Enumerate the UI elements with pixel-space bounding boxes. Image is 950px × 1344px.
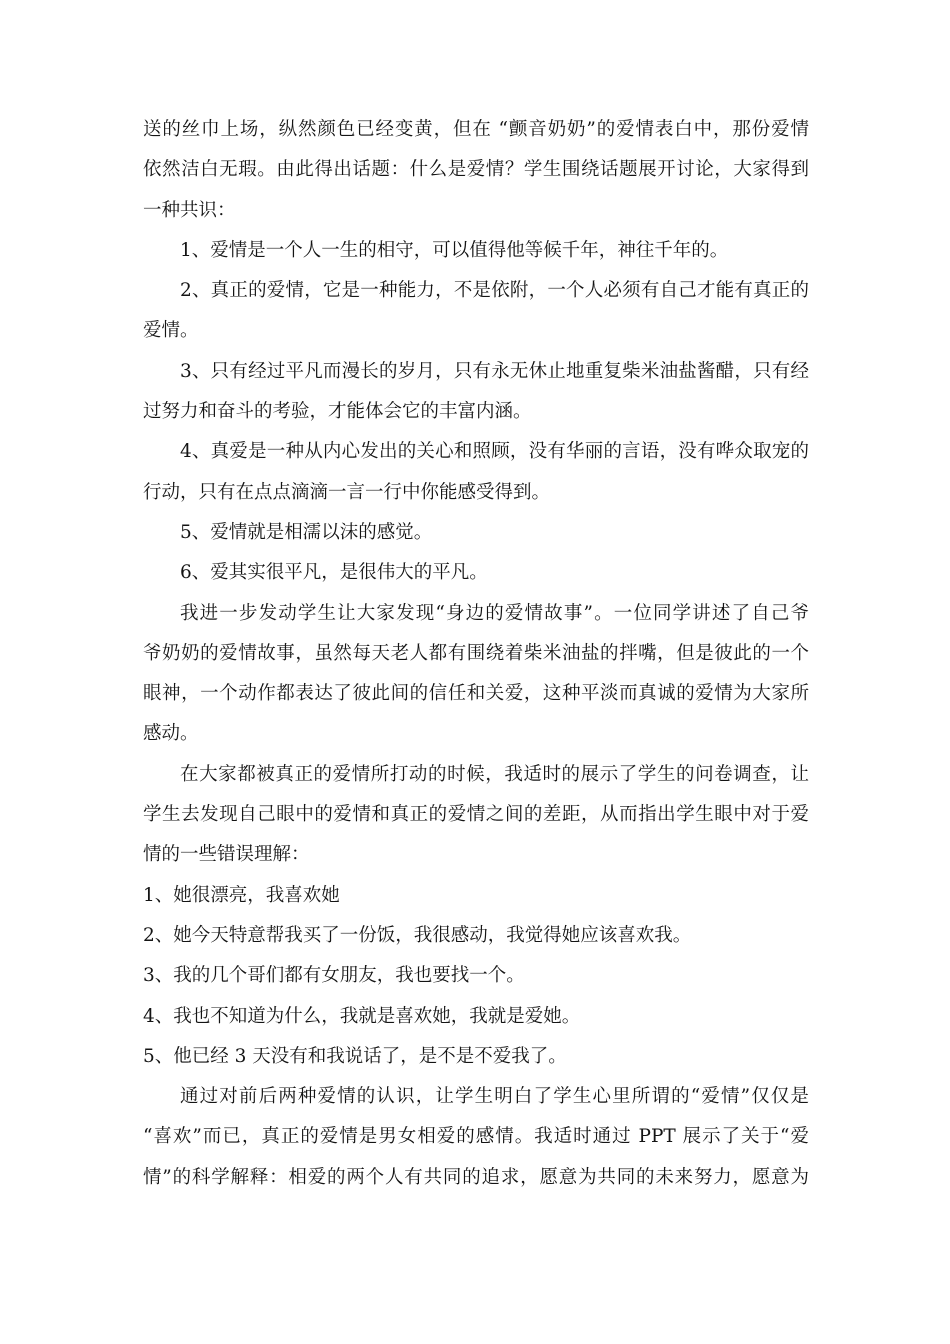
text-line: 3、只有经过平凡而漫长的岁月，只有永无休止地重复柴米油盐酱醋，只有经 [180, 360, 809, 382]
text-line: 6、爱其实很平凡，是很伟大的平凡。 [180, 562, 488, 584]
text-line: 3、我的几个哥们都有女朋友，我也要找一个。 [143, 965, 525, 987]
text-line: 依然洁白无瑕。由此得出话题：什么是爱情？学生围绕话题展开讨论，大家得到 [143, 159, 809, 181]
text-line: 眼神，一个动作都表达了彼此间的信任和关爱，这种平淡而真诚的爱情为大家所 [143, 683, 809, 705]
text-line: 2、真正的爱情，它是一种能力，不是依附，一个人必须有自己才能有真正的 [180, 280, 809, 302]
text-line: 感动。 [143, 723, 199, 745]
text-line: 4、真爱是一种从内心发出的关心和照顾，没有华丽的言语，没有哗众取宠的 [180, 441, 809, 463]
text-line: 2、她今天特意帮我买了一份饭，我很感动，我觉得她应该喜欢我。 [143, 924, 692, 946]
text-line: 爷奶奶的爱情故事，虽然每天老人都有围绕着柴米油盐的拌嘴，但是彼此的一个 [143, 642, 809, 664]
text-line: 情的一些错误理解： [143, 844, 310, 866]
document-body [143, 110, 809, 1198]
text-line: 5、他已经 3 天没有和我说话了，是不是不爱我了。 [143, 1045, 567, 1067]
text-line: 一种共识： [143, 199, 236, 221]
text-line: 行动，只有在点点滴滴一言一行中你能感受得到。 [143, 481, 551, 503]
text-line: 送的丝巾上场，纵然颜色已经变黄，但在 “颤音奶奶”的爱情表白中，那份爱情 [143, 119, 809, 140]
text-line: 5、爱情就是相濡以沫的感觉。 [180, 521, 433, 543]
text-line: 通过对前后两种爱情的认识，让学生明白了学生心里所谓的“爱情”仅仅是 [180, 1086, 809, 1108]
text-line: 过努力和奋斗的考验，才能体会它的丰富内涵。 [143, 401, 532, 423]
text-line: 学生去发现自己眼中的爱情和真正的爱情之间的差距，从而指出学生眼中对于爱 [143, 804, 809, 826]
text-line: 我进一步发动学生让大家发现“身边的爱情故事”。一位同学讲述了自己爷 [180, 602, 809, 624]
text-line: 1、爱情是一个人一生的相守，可以值得他等候千年，神往千年的。 [180, 239, 729, 261]
text-line: 4、我也不知道为什么，我就是喜欢她，我就是爱她。 [143, 1005, 581, 1027]
text-line: 情”的科学解释：相爱的两个人有共同的追求，愿意为共同的未来努力，愿意为 [143, 1166, 809, 1188]
text-line: 爱情。 [143, 320, 199, 342]
text-line: 在大家都被真正的爱情所打动的时候，我适时的展示了学生的问卷调查，让 [180, 763, 809, 785]
text-line: 1、她很漂亮，我喜欢她 [143, 884, 340, 906]
text-line: “喜欢”而已，真正的爱情是男女相爱的感情。我适时通过 PPT 展示了关于“爱 [143, 1126, 809, 1148]
